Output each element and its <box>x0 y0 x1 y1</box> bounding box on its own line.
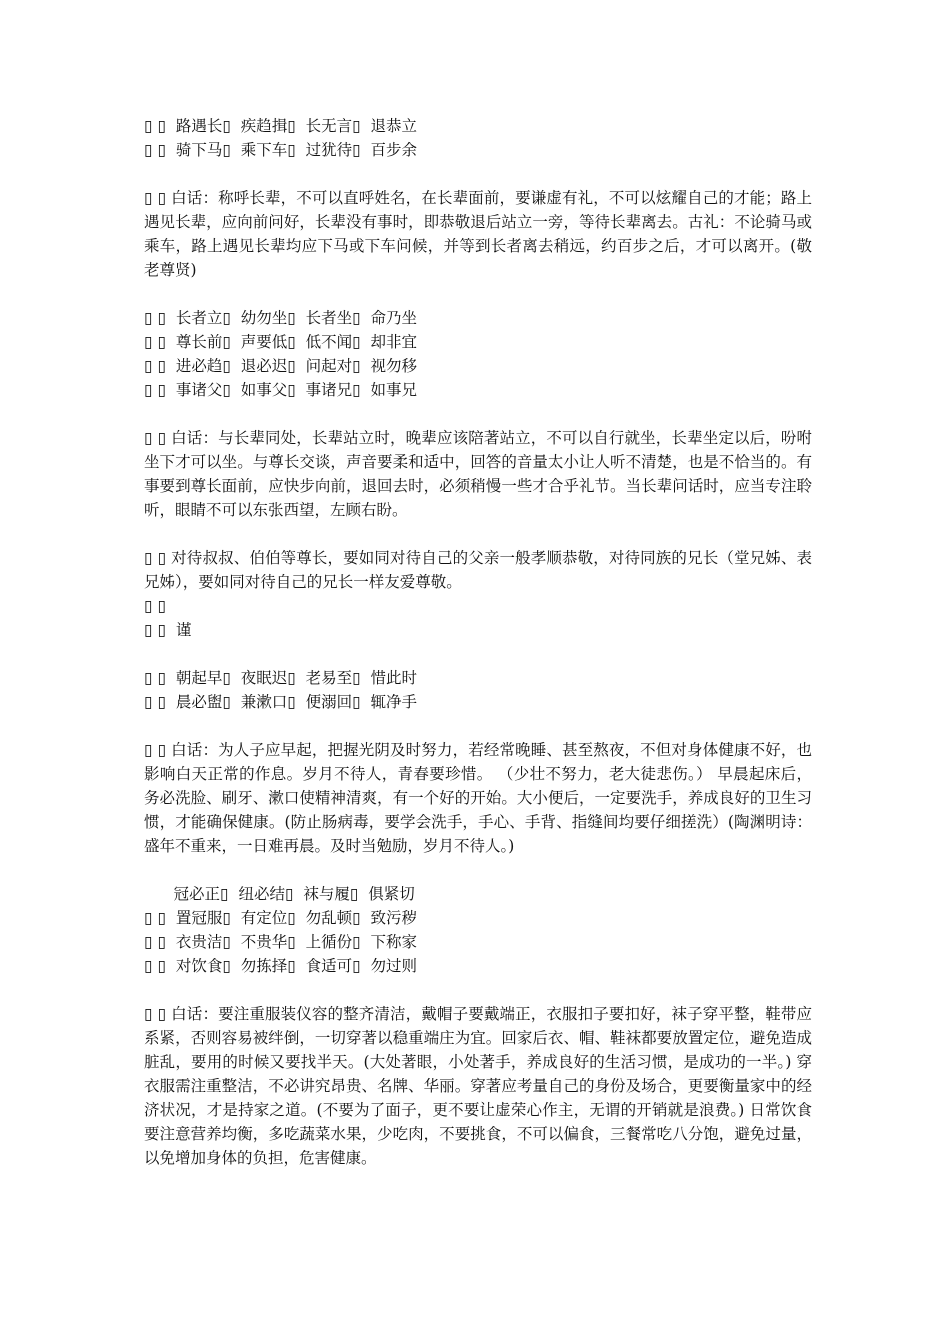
verse-line: ▯ ▯ 事诸父▯ 如事父▯ 事诸兄▯ 如事兄 <box>144 381 417 399</box>
commentary-paragraph-5: ▯ ▯ 白话：要注重服装仪容的整齐清洁，戴帽子要戴端正，衣服扣子要扣好，袜子穿平整，鞋带应系紧，否则容易被绊倒，一切穿著以稳重端庄为宜。回家后衣、帽、鞋袜都要放置定位，避免造成脏乱，要用的时候又要找半天。(大处著眼，小处著手，养成良好的生活习惯，是成功的一半。) 穿衣服需注重整洁，不必讲究昂贵、名牌、华丽。穿著应考量自己的身份及场合，更要衡量家中的经济状况，才是持家之道。(不要为了面子，更不要让虚荣心作主，无谓的开销就是浪费。) 日常饮食要注意营养均衡，多吃蔬菜水果，少吃肉，不要挑食，不可以偏食，三餐常吃八分饱，避免过量，以免增加身体的负担，危害健康。 <box>144 1005 812 1167</box>
commentary-paragraph-1: ▯ ▯ 白话：称呼长辈，不可以直呼姓名，在长辈面前，要谦虚有礼，不可以炫耀自己的才能；路上遇见长辈，应向前问好，长辈没有事时，即恭敬退后站立一旁，等待长辈离去。古礼：不论骑马或乘车，路上遇见长辈均应下马或下车问候，并等到长者离去稍远，约百步之后，才可以离开。(敬老尊贤) <box>144 189 812 279</box>
verse-line: ▯ ▯ 对饮食▯ 勿拣择▯ 食适可▯ 勿过则 <box>144 957 417 975</box>
verse-line: ▯ ▯ 骑下马▯ 乘下车▯ 过犹待▯ 百步余 <box>144 141 417 159</box>
commentary-paragraph-2: ▯ ▯ 白话：与长辈同处，长辈站立时，晚辈应该陪著站立，不可以自行就坐，长辈坐定以后，吩咐坐下才可以坐。与尊长交谈，声音要柔和适中，回答的音量太小让人听不清楚，也是不恰当的。有事要到尊长面前，应快步向前，退回去时，必须稍慢一些才合乎礼节。当长辈问话时，应当专注聆听，眼睛不可以东张西望，左顾右盼。 <box>144 429 812 519</box>
blank-marks-line: ▯ ▯ <box>144 597 166 615</box>
verse-line: ▯ ▯ 晨必盥▯ 兼漱口▯ 便溺回▯ 辄净手 <box>144 693 417 711</box>
verse-block-4 <box>144 882 812 978</box>
verse-block-1 <box>144 114 812 162</box>
commentary-paragraph-3: ▯ ▯ 对待叔叔、伯伯等尊长，要如同对待自己的父亲一般孝顺恭敬，对待同族的兄长（堂兄姊、表兄姊），要如同对待自己的兄长一样友爱尊敬。 <box>144 549 812 591</box>
verse-block-2 <box>144 306 812 402</box>
verse-block-3 <box>144 666 812 714</box>
verse-line: ▯ ▯ 路遇长▯ 疾趋揖▯ 长无言▯ 退恭立 <box>144 117 417 135</box>
verse-line: ▯ ▯ 衣贵洁▯ 不贵华▯ 上循份▯ 下称家 <box>144 933 417 951</box>
verse-line: ▯ ▯ 置冠服▯ 有定位▯ 勿乱顿▯ 致污秽 <box>144 909 417 927</box>
commentary-paragraph-4: ▯ ▯ 白话：为人子应早起，把握光阴及时努力，若经常晚睡、甚至熬夜，不但对身体健康不好，也影响白天正常的作息。岁月不待人，青春要珍惜。 （少壮不努力，老大徒悲伤。） 早晨起床后，务必洗脸、刷牙、漱口使精神清爽，有一个好的开始。大小便后，一定要洗手，养成良好的卫生习惯，才能确保健康。(防止肠病毒，要学会洗手，手心、手背、指缝间均要仔细搓洗）(陶渊明诗：盛年不重来，一日难再晨。及时当勉励，岁月不待人。) <box>144 741 812 855</box>
section-title: ▯ ▯ 谨 <box>144 621 192 639</box>
verse-line: 冠必正▯ 纽必结▯ 袜与履▯ 俱紧切 <box>144 885 415 903</box>
verse-line: ▯ ▯ 进必趋▯ 退必迟▯ 问起对▯ 视勿移 <box>144 357 417 375</box>
verse-line: ▯ ▯ 朝起早▯ 夜眠迟▯ 老易至▯ 惜此时 <box>144 669 417 687</box>
verse-line: ▯ ▯ 长者立▯ 幼勿坐▯ 长者坐▯ 命乃坐 <box>144 309 417 327</box>
verse-line: ▯ ▯ 尊长前▯ 声要低▯ 低不闻▯ 却非宜 <box>144 333 417 351</box>
document-page <box>144 114 812 1170</box>
